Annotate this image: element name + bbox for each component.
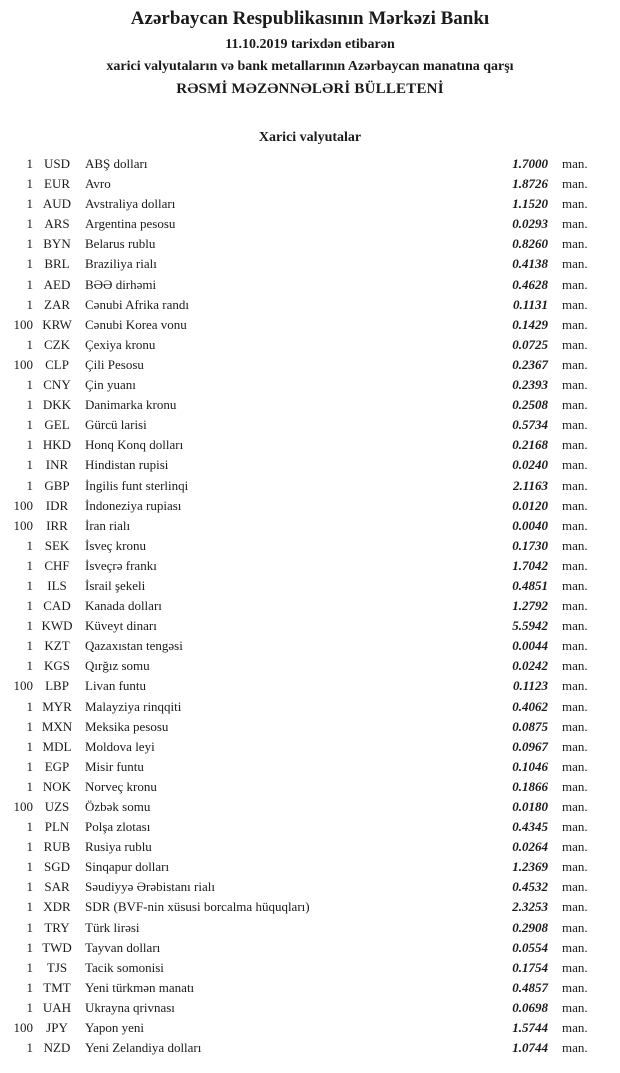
rate-row [0,837,620,857]
currency-code-cell: AED [43,276,71,292]
rate-row [0,476,620,496]
rate-value-cell: 0.4628 [512,276,548,292]
unit-cell: man. [562,316,588,332]
rate-row [0,335,620,355]
currency-code-cell: ZAR [44,296,70,312]
currency-code-cell: USD [43,156,70,171]
currency-code-cell: TRY [44,919,70,935]
currency-name-cell: Yeni Zelandiya dolları [85,1040,202,1056]
qty-cell: 1 [26,397,33,413]
rate-row [0,797,620,817]
currency-name-cell: BƏƏ dirhəmi [85,276,157,292]
rate-value-cell: 0.0040 [512,517,548,533]
currency-name-cell: Honq Konq dolları [85,437,184,453]
unit-cell: man. [562,377,588,393]
currency-code-cell: CZK [44,336,70,352]
rate-value-cell: 1.0744 [512,1040,548,1056]
rate-row [0,998,620,1018]
qty-cell: 1 [26,598,33,614]
currency-code-cell: EGP [44,758,70,774]
rate-value-cell: 0.1131 [512,296,548,312]
currency-name-cell: ABŞ dolları [85,156,148,171]
currency-code-cell: SAR [44,879,70,895]
effective-date-line: 11.10.2019 tarixdən etibarən [225,37,395,52]
currency-code-cell: MDL [42,738,72,754]
rate-row [0,355,620,375]
currency-code-cell: CLP [45,356,69,372]
currency-name-cell: Cənubi Afrika randı [85,296,189,312]
rate-value-cell: 0.0554 [512,939,548,955]
currency-name-cell: Danimarka kronu [85,397,177,413]
unit-cell: man. [562,537,588,553]
currency-code-cell: DKK [42,397,72,413]
unit-cell: man. [562,577,588,593]
currency-name-cell: Türk lirəsi [85,919,140,935]
unit-cell: man. [562,859,588,875]
rate-row [0,596,620,616]
qty-cell: 1 [26,738,33,754]
currency-name-cell: Yeni türkmən manatı [85,979,195,995]
qty-cell: 1 [26,437,33,453]
currency-name-cell: Çili Pesosu [85,356,144,372]
currency-name-cell: Qırğız somu [85,658,150,674]
rate-row [0,717,620,737]
unit-cell: man. [562,658,588,674]
currency-code-cell: KWD [41,618,73,634]
qty-cell: 100 [13,316,33,332]
unit-cell: man. [562,176,588,192]
rate-value-cell: 0.4062 [512,698,548,714]
currency-name-cell: Avstraliya dolları [85,196,176,212]
rate-row [0,576,620,596]
rate-row [0,676,620,696]
currency-code-cell: GBP [44,477,70,493]
currency-code-cell: AUD [42,196,72,212]
rate-value-cell: 0.2908 [512,919,548,935]
currency-name-cell: İran rialı [85,517,131,533]
rate-value-cell: 0.1046 [512,758,548,774]
rate-row [0,978,620,998]
rate-value-cell: 0.5734 [512,417,548,433]
rate-row [0,958,620,978]
unit-cell: man. [562,638,588,654]
rate-row [0,214,620,234]
rates-table [0,154,620,1058]
rate-row [0,616,620,636]
currency-name-cell: Misir funtu [85,758,144,774]
unit-cell: man. [562,678,588,694]
unit-cell: man. [562,236,588,252]
qty-cell: 1 [26,377,33,393]
rate-row [0,234,620,254]
rate-row [0,857,620,877]
currency-code-cell: PLN [44,819,70,835]
unit-cell: man. [562,417,588,433]
currency-name-cell: İsrail şekeli [85,577,146,593]
rate-value-cell: 0.0725 [512,336,548,352]
rate-value-cell: 0.4851 [512,577,548,593]
currency-code-cell: BYN [43,236,71,252]
document-header [0,6,620,100]
currency-code-cell: RUB [43,839,71,855]
currency-name-cell: SDR (BVF-nin xüsusi borcalma hüquqları) [85,899,310,915]
unit-cell: man. [562,196,588,212]
currency-code-cell: BRL [44,256,70,272]
rate-value-cell: 0.8260 [512,236,548,252]
qty-cell: 1 [26,256,33,272]
rate-row [0,455,620,475]
rate-row [0,777,620,797]
unit-cell: man. [562,718,588,734]
qty-cell: 100 [13,799,33,814]
unit-cell: man. [562,557,588,573]
qty-cell: 1 [26,939,33,955]
qty-cell: 1 [26,658,33,674]
rate-row [0,275,620,295]
unit-cell: man. [562,919,588,935]
unit-cell: man. [562,437,588,453]
qty-cell: 1 [26,758,33,774]
rate-value-cell: 0.1429 [512,316,548,332]
qty-cell: 1 [26,979,33,995]
qty-cell: 1 [26,899,33,915]
currency-name-cell: Kanada dolları [85,598,162,614]
qty-cell: 100 [13,678,33,694]
currency-name-cell: Braziliya rialı [85,256,157,272]
qty-cell: 1 [26,276,33,292]
currency-code-cell: UZS [44,799,70,814]
rate-value-cell: 0.2393 [512,377,548,393]
currency-name-cell: Cənubi Korea vonu [85,316,187,332]
unit-cell: man. [562,598,588,614]
unit-cell: man. [562,738,588,754]
rate-row [0,516,620,536]
rate-row [0,315,620,335]
currency-name-cell: Gürcü larisi [85,417,147,433]
currency-name-cell: Hindistan rupisi [85,457,169,473]
subtitle-line: xarici valyutaların və bank metallarının Azərbaycan manatına qarşı [106,59,514,74]
rate-value-cell: 2.1163 [512,477,548,493]
currency-code-cell: MYR [42,698,72,714]
unit-cell: man. [562,839,588,855]
rate-value-cell: 0.4138 [512,256,548,272]
currency-name-cell: Avro [85,176,111,192]
currency-name-cell: Norveç kronu [85,778,157,794]
qty-cell: 1 [26,859,33,875]
currency-code-cell: CAD [43,598,71,614]
currency-name-cell: Özbək somu [85,799,151,814]
rate-value-cell: 0.2367 [512,356,548,372]
unit-cell: man. [562,517,588,533]
qty-cell: 1 [26,457,33,473]
currency-name-cell: İndoneziya rupiası [85,497,182,513]
currency-code-cell: GEL [44,417,70,433]
rate-row [0,877,620,897]
rate-row [0,636,620,656]
rate-value-cell: 0.1866 [512,778,548,794]
rate-row [0,897,620,917]
rate-row [0,737,620,757]
rate-row [0,918,620,938]
rate-row [0,395,620,415]
rate-row [0,435,620,455]
rate-row [0,1018,620,1038]
rate-row [0,254,620,274]
rate-value-cell: 1.8726 [512,176,548,192]
rate-value-cell: 0.0120 [512,497,548,513]
currency-name-cell: Yapon yeni [85,1020,144,1036]
rate-value-cell: 1.7042 [512,557,548,573]
currency-code-cell: KRW [42,316,72,332]
section-title: Xarici valyutalar [258,130,362,145]
qty-cell: 1 [26,618,33,634]
unit-cell: man. [562,477,588,493]
currency-code-cell: INR [45,457,69,473]
currency-code-cell: KGS [43,658,70,674]
rate-value-cell: 1.2792 [512,598,548,614]
currency-name-cell: İsveçrə frankı [85,557,157,573]
qty-cell: 1 [26,1040,33,1056]
unit-cell: man. [562,758,588,774]
unit-cell: man. [562,899,588,915]
currency-name-cell: Argentina pesosu [85,216,176,232]
currency-code-cell: JPY [46,1020,68,1036]
currency-name-cell: Livan funtu [85,678,147,694]
rate-row [0,536,620,556]
qty-cell: 1 [26,236,33,252]
qty-cell: 1 [26,577,33,593]
unit-cell: man. [562,397,588,413]
qty-cell: 1 [26,959,33,975]
qty-cell: 1 [26,819,33,835]
qty-cell: 1 [26,999,33,1015]
unit-cell: man. [562,778,588,794]
unit-cell: man. [562,879,588,895]
currency-code-cell: CNY [43,377,71,393]
qty-cell: 1 [26,879,33,895]
unit-cell: man. [562,979,588,995]
rate-value-cell: 0.0240 [512,457,548,473]
qty-cell: 100 [13,517,33,533]
currency-name-cell: Küveyt dinarı [85,618,157,634]
unit-cell: man. [562,1020,588,1036]
unit-cell: man. [562,959,588,975]
qty-cell: 1 [26,477,33,493]
qty-cell: 1 [26,919,33,935]
unit-cell: man. [562,819,588,835]
qty-cell: 1 [26,537,33,553]
rate-row [0,1038,620,1058]
unit-cell: man. [562,698,588,714]
unit-cell: man. [562,336,588,352]
rate-value-cell: 0.0967 [512,738,548,754]
currency-name-cell: Tayvan dolları [85,939,161,955]
currency-code-cell: ILS [47,577,67,593]
currency-name-cell: Səudiyyə Ərəbistanı rialı [85,879,215,895]
currency-code-cell: IRR [46,517,68,533]
rate-value-cell: 0.1730 [512,537,548,553]
unit-cell: man. [562,799,588,814]
rate-value-cell: 5.5942 [512,618,548,634]
qty-cell: 1 [26,698,33,714]
rate-value-cell: 0.1754 [512,959,548,975]
qty-cell: 1 [26,176,33,192]
currency-code-cell: IDR [45,497,69,513]
rate-value-cell: 2.3253 [512,899,548,915]
currency-code-cell: UAH [42,999,72,1015]
qty-cell: 100 [13,1020,33,1036]
qty-cell: 1 [26,296,33,312]
currency-code-cell: NZD [43,1040,71,1056]
rate-value-cell: 0.1123 [512,678,548,694]
currency-name-cell: Belarus rublu [85,236,156,252]
rate-value-cell: 1.5744 [512,1020,548,1036]
rate-row [0,938,620,958]
rate-value-cell: 1.1520 [512,196,548,212]
unit-cell: man. [562,256,588,272]
currency-name-cell: Malayziya rinqqiti [85,698,182,714]
qty-cell: 1 [26,638,33,654]
rate-row [0,295,620,315]
currency-code-cell: KZT [44,638,70,654]
qty-cell: 1 [26,557,33,573]
bulletin-title: RƏSMİ MƏZƏNNƏLƏRİ BÜLLETENİ [176,81,444,97]
unit-cell: man. [562,999,588,1015]
rate-row [0,496,620,516]
qty-cell: 1 [26,156,33,171]
qty-cell: 1 [26,417,33,433]
qty-cell: 100 [13,497,33,513]
unit-cell: man. [562,356,588,372]
rate-value-cell: 1.2369 [512,859,548,875]
currency-name-cell: Çin yuanı [85,377,136,393]
rate-value-cell: 0.0293 [512,216,548,232]
rate-row [0,656,620,676]
currency-code-cell: TWD [42,939,72,955]
currency-code-cell: ARS [44,216,70,232]
rate-value-cell: 0.0180 [512,799,548,814]
rate-row [0,174,620,194]
currency-name-cell: Ukrayna qrivnası [85,999,175,1015]
currency-name-cell: İngilis funt sterlinqi [85,477,189,493]
bank-title: Azərbaycan Respublikasının Mərkəzi Bankı [130,8,490,29]
currency-name-cell: Sinqapur dolları [85,859,170,875]
qty-cell: 1 [26,718,33,734]
currency-code-cell: XDR [43,899,71,915]
currency-name-cell: Tacik somonisi [85,959,164,975]
rate-row [0,415,620,435]
currency-code-cell: NOK [42,778,72,794]
rate-row [0,154,620,174]
currency-name-cell: Çexiya kronu [85,336,156,352]
unit-cell: man. [562,156,588,171]
qty-cell: 100 [13,356,33,372]
rate-row [0,697,620,717]
rate-value-cell: 0.0698 [512,999,548,1015]
currency-name-cell: Rusiya rublu [85,839,152,855]
rate-row [0,757,620,777]
currency-code-cell: LBP [45,678,69,694]
currency-code-cell: MXN [41,718,73,734]
qty-cell: 1 [26,839,33,855]
currency-code-cell: TJS [46,959,68,975]
rate-row [0,817,620,837]
rate-value-cell: 0.0264 [512,839,548,855]
unit-cell: man. [562,618,588,634]
rate-value-cell: 0.0875 [512,718,548,734]
rate-value-cell: 0.0242 [512,658,548,674]
currency-code-cell: HKD [42,437,72,453]
rate-value-cell: 0.2168 [512,437,548,453]
currency-name-cell: Moldova leyi [85,738,155,754]
currency-code-cell: SEK [44,537,70,553]
rate-value-cell: 0.4532 [512,879,548,895]
currency-name-cell: Meksika pesosu [85,718,169,734]
qty-cell: 1 [26,196,33,212]
qty-cell: 1 [26,336,33,352]
rate-value-cell: 0.4857 [512,979,548,995]
unit-cell: man. [562,1040,588,1056]
currency-code-cell: TMT [43,979,71,995]
unit-cell: man. [562,276,588,292]
qty-cell: 1 [26,216,33,232]
rate-value-cell: 0.2508 [512,397,548,413]
rate-value-cell: 1.7000 [512,156,548,171]
rate-row [0,556,620,576]
unit-cell: man. [562,939,588,955]
currency-name-cell: İsveç kronu [85,537,147,553]
currency-name-cell: Qazaxıstan tengəsi [85,638,183,654]
unit-cell: man. [562,457,588,473]
rate-row [0,375,620,395]
rate-row [0,194,620,214]
currency-name-cell: Polşa zlotası [85,819,151,835]
unit-cell: man. [562,497,588,513]
rate-value-cell: 0.4345 [512,819,548,835]
currency-code-cell: CHF [44,557,70,573]
currency-code-cell: EUR [44,176,70,192]
qty-cell: 1 [26,778,33,794]
currency-code-cell: SGD [43,859,70,875]
unit-cell: man. [562,216,588,232]
rate-value-cell: 0.0044 [512,638,548,654]
unit-cell: man. [562,296,588,312]
